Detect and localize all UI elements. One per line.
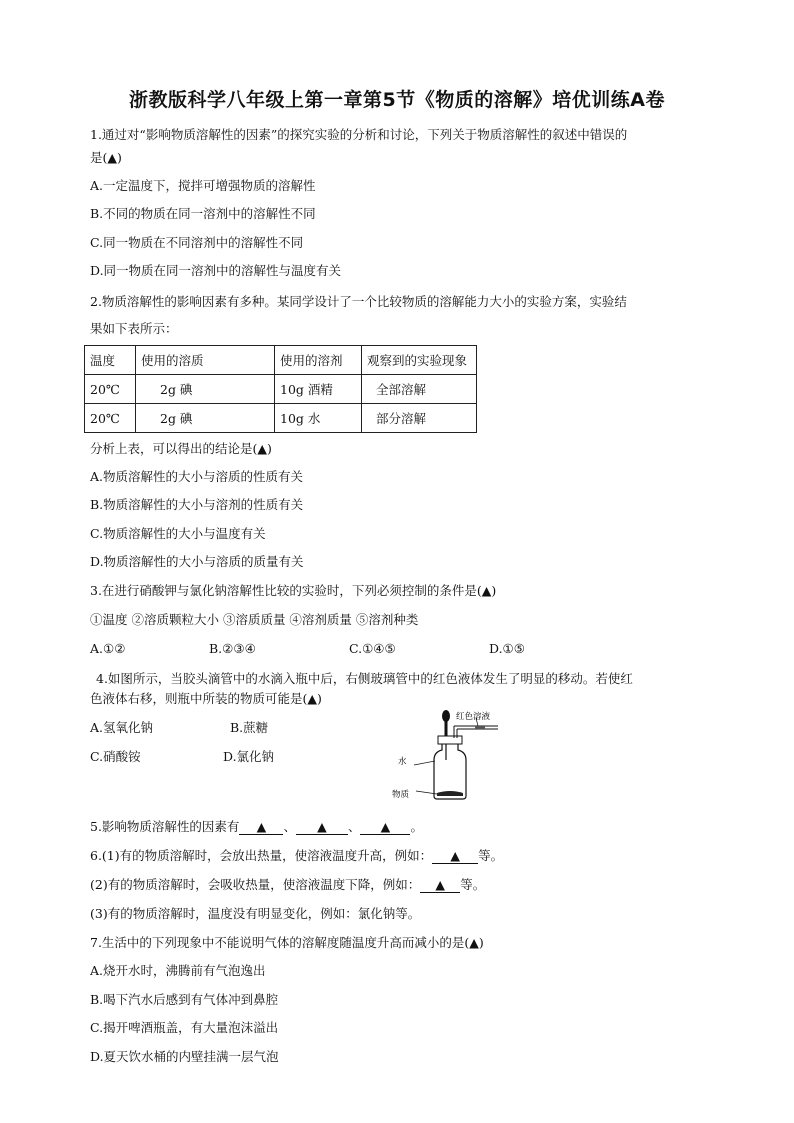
table-cell: 部分溶解 [362,404,477,433]
answer-blank: ▲ [296,820,348,835]
q5-prefix: 5.影响物质溶解性的因素有 [90,819,240,834]
q4-option-d: D.氯化钠 [223,749,275,764]
q3-option-d: D.①⑤ [489,641,525,656]
q2-option-d: D.物质溶解性的大小与溶质的质量有关 [90,554,304,569]
bottle-icon [434,744,466,799]
q7-option-c: C.揭开啤酒瓶盖，有大量泡沫溢出 [90,1020,279,1035]
q4-option-c: C.硝酸铵 [90,749,141,764]
q7-option-b: B.喝下汽水后感到有气体冲到鼻腔 [90,992,279,1007]
q3-stem: 3.在进行硝酸钾与氯化钠溶解性比较的实验时，下列必须控制的条件是(▲) [90,583,497,598]
table-cell: 10g 酒精 [275,375,362,404]
q6-line2-text: (2)有的物质溶解时，会吸收热量，使溶液温度下降，例如： [90,877,421,892]
table-cell: 全部溶解 [362,375,477,404]
table-cell: 20℃ [85,404,136,433]
q1-option-a: A.一定温度下，搅拌可增强物质的溶解性 [90,178,316,193]
q6-line2 [90,877,485,893]
answer-blank: ▲ [239,820,283,835]
figure-label-substance: 物质 [392,790,410,800]
q7-option-d: D.夏天饮水桶的内壁挂满一层气泡 [90,1049,279,1064]
answer-blank: ▲ [360,820,410,835]
substance-icon [437,791,463,796]
figure-label-water: 水 [398,757,407,767]
table-cell: 20℃ [85,375,136,404]
q3-conditions: ①温度 ②溶质颗粒大小 ③溶质质量 ④溶剂质量 ⑤溶剂种类 [90,612,419,627]
answer-blank: ▲ [420,878,460,893]
table-header-cell: 使用的溶质 [136,346,275,375]
table-header-cell: 温度 [85,346,136,375]
q2-after-table: 分析上表，可以得出的结论是(▲) [90,441,272,456]
table-cell: 2g 碘 [136,404,275,433]
stopper-icon [438,736,462,744]
answer-blank: ▲ [432,849,478,864]
leader-line [414,761,435,765]
q6-line2-end: 等。 [460,877,486,892]
separator: 、 [347,819,361,834]
q7-option-a: A.烧开水时，沸腾前有气泡逸出 [90,963,266,978]
table-header-cell: 使用的溶剂 [275,346,362,375]
q6-line1-end: 等。 [478,848,504,863]
q3-option-c: C.①④⑤ [349,641,396,656]
table-cell: 10g 水 [275,404,362,433]
q6-line1-text: 6.(1)有的物质溶解时，会放出热量，使溶液温度升高，例如： [90,848,433,863]
separator: 、 [283,819,296,834]
q5-end: 。 [410,819,423,834]
q4-stem-line2: 色液体右移，则瓶中所装的物质可能是(▲) [90,691,322,706]
q3-option-a: A.①② [90,641,126,656]
q1-option-d: D.同一物质在同一溶剂中的溶解性与温度有关 [90,263,342,278]
table-row [85,404,477,433]
q2-stem-line1: 2.物质溶解性的影响因素有多种。某同学设计了一个比较物质的溶解能力大小的实验方案，实验结 [90,294,627,309]
q1-stem-line1: 1.通过对“影响物质溶解性的因素”的探究实验的分析和讨论，下列关于物质溶解性的叙述中错误的 [90,127,628,142]
q6-line3: (3)有的物质溶解时，温度没有明显变化，例如：氯化钠等。 [90,906,421,921]
table-cell: 2g 碘 [136,375,275,404]
q6-line1 [90,848,503,864]
q2-option-b: B.物质溶解性的大小与溶剂的性质有关 [90,497,304,512]
q4-option-a: A.氢氧化钠 [90,720,154,735]
q2-results-table [84,345,477,433]
page-title: 浙教版科学八年级上第一章第5节《物质的溶解》培优训练A卷 [129,89,665,111]
q1-option-c: C.同一物质在不同溶剂中的溶解性不同 [90,235,304,250]
q5-line [90,819,423,835]
q7-stem: 7.生活中的下列现象中不能说明气体的溶解度随温度升高而减小的是(▲) [90,935,484,950]
q1-option-b: B.不同的物质在同一溶剂中的溶解性不同 [90,206,316,221]
q2-stem-line2: 果如下表所示： [90,321,178,336]
q4-option-b: B.蔗糖 [230,720,269,735]
q4-apparatus-figure [380,700,520,802]
q2-option-c: C.物质溶解性的大小与温度有关 [90,526,266,541]
table-row [85,375,477,404]
dropper-icon [442,710,450,760]
table-header-cell: 观察到的实验现象 [362,346,477,375]
q2-option-a: A.物质溶解性的大小与溶质的性质有关 [90,469,304,484]
table-header-row [85,346,477,375]
q1-stem-line2: 是(▲) [90,150,122,165]
q3-option-b: B.②③④ [209,641,256,656]
figure-label-red-liquid: 红色溶液 [456,712,491,722]
q4-stem-line1: 4.如图所示，当胶头滴管中的水滴入瓶中后，右侧玻璃管中的红色液体发生了明显的移动。若使红 [96,671,633,686]
